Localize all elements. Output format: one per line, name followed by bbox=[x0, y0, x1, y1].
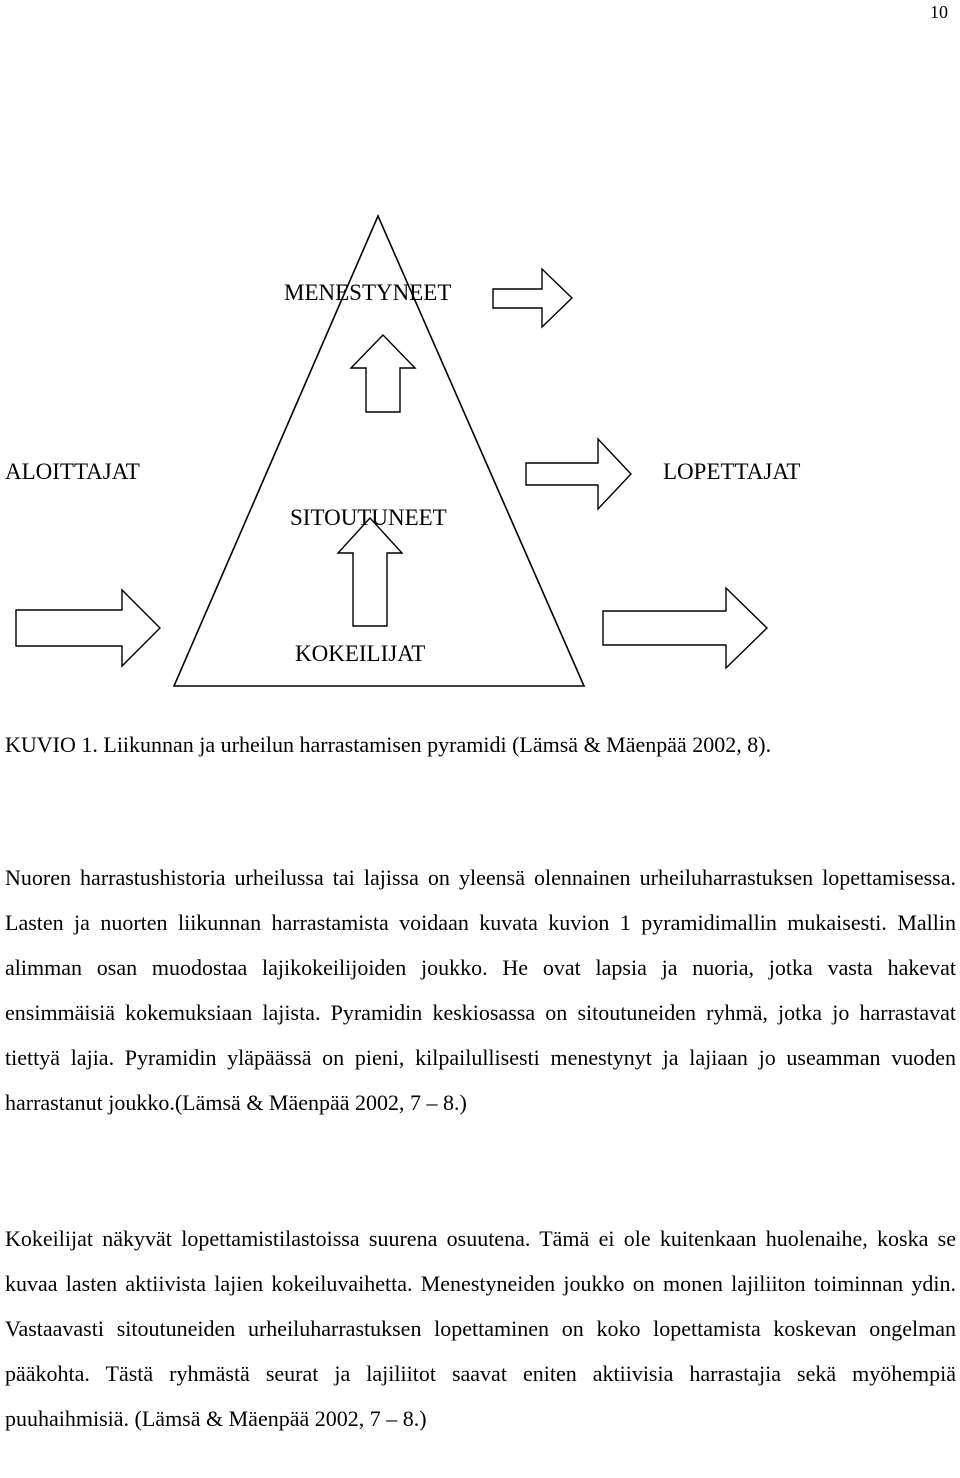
right-arrow-middle-icon bbox=[526, 439, 631, 509]
paragraph-1: Nuoren harrastushistoria urheilussa tai lajissa on yleensä olennainen urheiluharrastuksen lopettamisessa. Lasten ja nuorten liikunnan harrastamista voidaan kuvata kuvion 1 pyramidimallin mukaisesti. Mallin alimman osan muodostaa lajikokeilijoiden joukko. He ovat lapsia ja nuoria, jotka vasta hakevat ensimmäisiä kokemuksiaan lajista. Pyramidin keskiosassa on sitoutuneiden ryhmä, jotka jo harrastavat tiettyä lajia. Pyramidin yläpäässä on pieni, kilpailullisesti menestynyt ja lajiaan jo useamman vuoden harrastanut joukko.(Lämsä & Mäenpää 2002, 7 – 8.) bbox=[5, 865, 956, 1115]
pyramid-diagram bbox=[0, 0, 960, 730]
label-menestyneet: MENESTYNEET bbox=[284, 280, 452, 305]
label-lopettajat: LOPETTAJAT bbox=[663, 459, 801, 484]
label-sitoutuneet: SITOUTUNEET bbox=[290, 505, 447, 530]
up-arrow-upper-icon bbox=[351, 335, 415, 412]
label-aloittajat: ALOITTAJAT bbox=[5, 459, 140, 484]
paragraph-2: Kokeilijat näkyvät lopettamistilastoissa suurena osuutena. Tämä ei ole kuitenkaan huolenaihe, koska se kuvaa lasten aktiivista lajien kokeiluvaihetta. Menestyneiden joukko on monen lajiliiton toiminnan ydin. Vastaavasti sitoutuneiden urheiluharrastuksen lopettaminen on koko lopettamista koskevan ongelman pääkohta. Tästä ryhmästä seurat ja lajiliitot saavat eniten aktiivisia harrastajia sekä myöhempiä puuhaihmisiä. (Lämsä & Mäenpää 2002, 7 – 8.) bbox=[5, 1226, 956, 1431]
page-number: 10 bbox=[930, 2, 948, 22]
right-arrow-top-icon bbox=[493, 269, 572, 327]
right-arrow-exit-icon bbox=[603, 588, 767, 668]
label-kokeilijat: KOKEILIJAT bbox=[295, 641, 426, 666]
figure-caption: KUVIO 1. Liikunnan ja urheilun harrastamisen pyramidi (Lämsä & Mäenpää 2002, 8). bbox=[5, 732, 772, 757]
up-arrow-lower-icon bbox=[338, 518, 402, 626]
right-arrow-entry-icon bbox=[16, 590, 160, 666]
